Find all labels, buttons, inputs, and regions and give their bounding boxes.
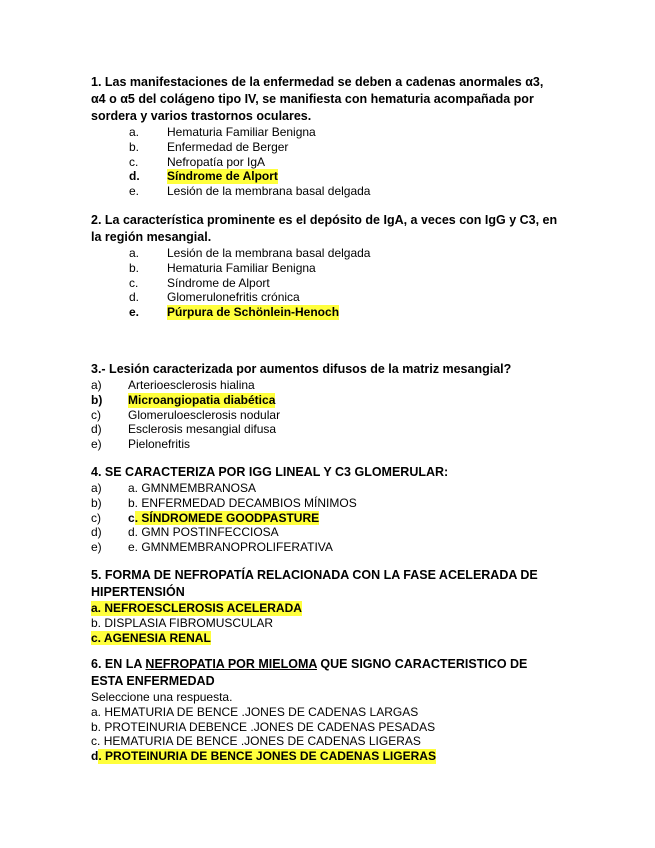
option-a <box>91 378 561 393</box>
option-text: DISPLASIA FIBROMUSCULAR <box>104 615 274 630</box>
question-4 <box>91 464 561 555</box>
question-stem <box>91 656 561 690</box>
question-5 <box>91 567 561 645</box>
instruction-text: Seleccione una respuesta. <box>91 690 233 704</box>
option-letter: b. <box>129 260 140 275</box>
option-b <box>91 616 561 631</box>
option-text-highlighted: Síndrome de Alport <box>167 169 278 184</box>
question-stem: 3.- Lesión caracterizada por aumentos difusos de la matriz mesangial? <box>91 362 512 376</box>
option-letter: a. <box>129 246 140 260</box>
option-c <box>91 734 561 749</box>
option-text: Glomeruloesclerosis nodular <box>128 407 281 422</box>
stem-underlined-text: NEFROPATIA POR MIELOMA <box>145 657 317 671</box>
option-text: Pielonefritis <box>128 437 191 452</box>
question-stem: 2. La característica prominente es el depósito de IgA, a veces con IgG y C3, en la región mesangial. <box>91 213 558 244</box>
option-letter: e) <box>91 437 102 452</box>
option-letter: b) <box>91 495 102 510</box>
option-text: Enfermedad de Berger <box>167 139 289 154</box>
option-c <box>91 276 561 291</box>
options-list <box>91 705 561 764</box>
option-text: HEMATURIA DE BENCE .JONES DE CADENAS LARGAS <box>104 704 419 719</box>
question-6 <box>91 656 561 764</box>
option-text: Lesión de la membrana basal delgada <box>167 184 371 199</box>
stem-text: 6. EN LA <box>91 657 146 671</box>
question-stem: 1. Las manifestaciones de la enfermedad se deben a cadenas anormales α3, α4 o α5 del colágeno tipo IV, se manifiesta con hematuria acompañada por sordera y varios trastornos oculares. <box>91 75 544 123</box>
option-a-correct <box>91 601 561 616</box>
option-letter: d) <box>91 422 102 437</box>
option-letter: c. <box>91 630 102 645</box>
question-stem: 4. SE CARACTERIZA POR IGG LINEAL Y C3 GLOMERULAR: <box>91 465 449 479</box>
options-list <box>91 246 561 320</box>
option-letter: e) <box>91 540 102 555</box>
option-c-correct <box>91 631 561 646</box>
option-a <box>91 481 561 496</box>
option-e <box>91 437 561 452</box>
option-text-highlighted: . PROTEINURIA DE BENCE JONES DE CADENAS LIGERAS <box>98 749 436 764</box>
option-b <box>91 261 561 276</box>
option-d <box>91 422 561 437</box>
options-list <box>91 601 561 645</box>
option-letter: e. <box>129 184 140 199</box>
option-letter: c) <box>91 510 101 525</box>
question-1 <box>91 74 561 199</box>
option-b <box>91 720 561 735</box>
question-stem: 5. FORMA DE NEFROPATÍA RELACIONADA CON LA FASE ACELERADA DE HIPERTENSIÓN <box>91 568 538 599</box>
option-e <box>91 540 561 555</box>
option-d <box>91 525 561 540</box>
option-letter: b. <box>91 719 102 734</box>
option-e <box>91 184 561 199</box>
option-text-highlighted: AGENESIA RENAL <box>103 630 211 645</box>
option-text: HEMATURIA DE BENCE .JONES DE CADENAS LIGERAS <box>103 734 421 749</box>
option-letter: a. <box>91 601 102 615</box>
option-a <box>91 125 561 140</box>
option-text: b. ENFERMEDAD DECAMBIOS MÍNIMOS <box>128 495 357 510</box>
option-letter: c. <box>129 154 139 169</box>
option-letter: d. <box>129 290 140 305</box>
option-letter: b) <box>91 392 103 407</box>
option-text: a. GMNMEMBRANOSA <box>128 481 257 495</box>
option-text-highlighted: Púrpura de Schönlein-Henoch <box>167 305 340 320</box>
options-list <box>91 125 561 199</box>
option-text: Esclerosis mesangial difusa <box>128 422 277 437</box>
option-text: Síndrome de Alport <box>167 275 270 290</box>
option-b-correct <box>91 393 561 408</box>
option-letter: a) <box>91 481 102 495</box>
option-letter: b. <box>129 139 140 154</box>
option-letter: a. <box>91 704 102 719</box>
option-text-highlighted: . SÍNDROMEDE GOODPASTURE <box>134 510 320 525</box>
option-letter: b. <box>91 615 102 630</box>
option-d-correct <box>91 169 561 184</box>
option-d-correct <box>91 749 561 764</box>
option-text: Nefropatía por IgA <box>167 154 266 169</box>
option-e-correct <box>91 305 561 320</box>
option-b <box>91 496 561 511</box>
option-letter: e. <box>129 305 140 320</box>
option-text: Hematuria Familiar Benigna <box>167 125 316 139</box>
option-text: Hematuria Familiar Benigna <box>167 260 316 275</box>
option-letter: c. <box>129 275 139 290</box>
options-list <box>91 378 561 452</box>
option-a <box>91 705 561 720</box>
option-text: Lesión de la membrana basal delgada <box>167 246 371 260</box>
question-3 <box>91 361 561 452</box>
option-c-correct <box>91 511 561 526</box>
option-letter: c) <box>91 407 101 422</box>
option-letter: d) <box>91 525 102 540</box>
option-prefix: c <box>128 510 135 525</box>
option-a <box>91 246 561 261</box>
option-letter: d. <box>129 169 140 184</box>
option-text: PROTEINURIA DEBENCE .JONES DE CADENAS PESADAS <box>104 719 436 734</box>
question-2 <box>91 212 561 320</box>
option-letter: c. <box>91 734 101 749</box>
option-d <box>91 290 561 305</box>
option-text: d. GMN POSTINFECCIOSA <box>128 525 279 540</box>
option-letter: a) <box>91 378 102 392</box>
option-text: e. GMNMEMBRANOPROLIFERATIVA <box>128 540 333 555</box>
option-letter: d <box>91 749 99 764</box>
option-b <box>91 140 561 155</box>
option-text: Glomerulonefritis crónica <box>167 290 300 305</box>
option-text-highlighted: NEFROESCLEROSIS ACELERADA <box>104 601 302 615</box>
option-c <box>91 155 561 170</box>
options-list <box>91 481 561 555</box>
option-letter: a. <box>129 125 140 139</box>
stem-text: QUE SIGNO CARACTERISTICO DE ESTA ENFERMEDAD <box>91 657 528 688</box>
option-text-highlighted: Microangiopatia diabética <box>128 392 276 407</box>
option-text: Arterioesclerosis hialina <box>128 378 255 392</box>
option-c <box>91 408 561 423</box>
